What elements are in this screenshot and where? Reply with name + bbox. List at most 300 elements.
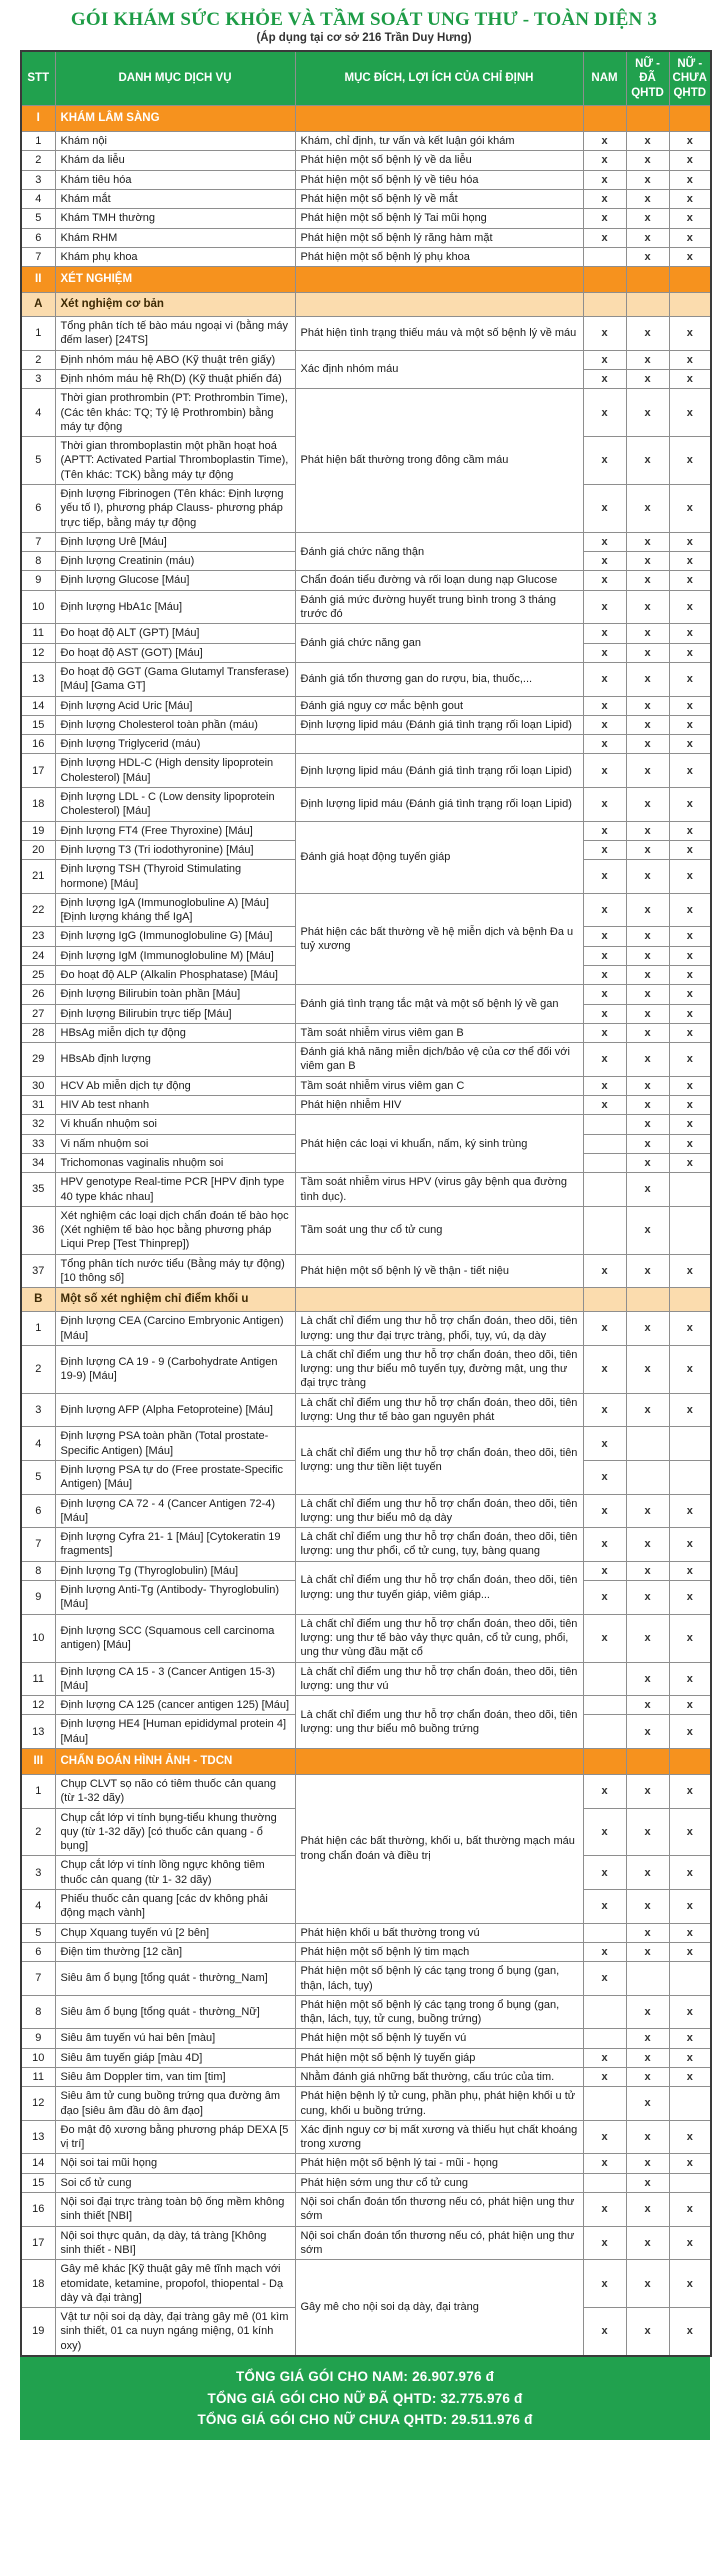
mark-cell: x xyxy=(669,132,711,151)
purpose-cell xyxy=(295,735,583,754)
stt-cell: 16 xyxy=(21,735,55,754)
table-row xyxy=(21,1995,711,2029)
purpose-cell: Là chất chỉ điểm ung thư hỗ trợ chẩn đoán, theo dõi, tiên lượng: ung thư vú xyxy=(295,1662,583,1696)
purpose-cell: Đánh giá mức đường huyết trung bình trong 3 tháng trước đó xyxy=(295,590,583,624)
stt-cell: 31 xyxy=(21,1096,55,1115)
stt-cell: 3 xyxy=(21,170,55,189)
stt-cell: 2 xyxy=(21,350,55,369)
mark-cell: x xyxy=(669,840,711,859)
mark-cell: x xyxy=(626,1393,669,1427)
table-row xyxy=(21,2193,711,2227)
mark-cell: x xyxy=(626,624,669,643)
mark-cell: x xyxy=(626,1662,669,1696)
service-cell: Đo hoạt độ AST (GOT) [Máu] xyxy=(55,643,295,662)
table-row xyxy=(21,1023,711,1042)
section-row xyxy=(21,1749,711,1775)
mark-cell: x xyxy=(626,1715,669,1749)
mark-cell: x xyxy=(626,893,669,927)
mark-cell: x xyxy=(626,1153,669,1172)
service-cell: Định lượng SCC (Squamous cell carcinoma antigen) [Máu] xyxy=(55,1614,295,1662)
mark-cell: x xyxy=(626,2067,669,2086)
mark-cell: x xyxy=(626,2193,669,2227)
service-cell: Định lượng LDL - C (Low density lipoprotein Cholesterol) [Máu] xyxy=(55,788,295,822)
mark-cell: x xyxy=(626,350,669,369)
purpose-cell: Là chất chỉ điểm ung thư hỗ trợ chẩn đoán, theo dõi, tiên lượng: ung thư tiền liệt tuyến xyxy=(295,1427,583,1494)
stt-cell: 7 xyxy=(21,247,55,266)
service-cell: Định lượng CA 72 - 4 (Cancer Antigen 72-4) [Máu] xyxy=(55,1494,295,1528)
purpose-cell xyxy=(295,1288,583,1312)
stt-cell: 7 xyxy=(21,1528,55,1562)
mark-cell: x xyxy=(626,1023,669,1042)
mark-cell: x xyxy=(626,1076,669,1095)
stt-cell: 4 xyxy=(21,1427,55,1461)
service-cell: Định lượng CA 15 - 3 (Cancer Antigen 15-3) [Máu] xyxy=(55,1662,295,1696)
mark-cell: x xyxy=(583,1614,626,1662)
mark-cell: x xyxy=(583,189,626,208)
mark-cell: x xyxy=(669,1096,711,1115)
stt-cell: 4 xyxy=(21,189,55,208)
mark-cell: x xyxy=(669,1312,711,1346)
mark-cell xyxy=(626,267,669,293)
stt-cell: 22 xyxy=(21,893,55,927)
stt-cell: 15 xyxy=(21,2173,55,2192)
mark-cell: x xyxy=(583,1890,626,1924)
service-cell: Định lượng TSH (Thyroid Stimulating hormone) [Máu] xyxy=(55,860,295,894)
purpose-cell: Là chất chỉ điểm ung thư hỗ trợ chẩn đoán, theo dõi, tiên lượng: ung thư tuyến giáp, viêm giáp... xyxy=(295,1561,583,1614)
mark-cell: x xyxy=(626,1581,669,1615)
purpose-cell: Phát hiện một số bệnh lý về tiêu hóa xyxy=(295,170,583,189)
stt-cell: 16 xyxy=(21,2193,55,2227)
mark-cell: x xyxy=(626,1696,669,1715)
mark-cell: x xyxy=(669,1581,711,1615)
stt-cell: 13 xyxy=(21,1715,55,1749)
mark-cell: x xyxy=(583,1312,626,1346)
table-row xyxy=(21,170,711,189)
table-row xyxy=(21,1173,711,1207)
mark-cell: x xyxy=(583,1427,626,1461)
table-row xyxy=(21,1312,711,1346)
table-row xyxy=(21,1528,711,1562)
purpose-cell: Là chất chỉ điểm ung thư hỗ trợ chẩn đoán, theo dõi, tiên lượng: ung thư tế bào vảy thực quản, cổ tử cung, phổi, ung thư vùng đầu mặt cổ xyxy=(295,1614,583,1662)
mark-cell: x xyxy=(626,754,669,788)
mark-cell: x xyxy=(626,151,669,170)
stt-cell: 8 xyxy=(21,1995,55,2029)
service-cell: Định nhóm máu hệ Rh(D) (Kỹ thuật phiến đá) xyxy=(55,369,295,388)
purpose-cell xyxy=(295,1749,583,1775)
table-header-row xyxy=(21,51,711,106)
purpose-cell: Phát hiện một số bệnh lý Tai mũi họng xyxy=(295,209,583,228)
mark-cell: x xyxy=(626,590,669,624)
stt-cell: 35 xyxy=(21,1173,55,1207)
mark-cell xyxy=(583,293,626,317)
service-cell: Định lượng Anti-Tg (Antibody- Thyroglobulin) [Máu] xyxy=(55,1581,295,1615)
mark-cell: x xyxy=(583,1774,626,1808)
mark-cell: x xyxy=(626,840,669,859)
mark-cell: x xyxy=(669,1115,711,1134)
service-cell: Định lượng AFP (Alpha Fetoproteine) [Máu] xyxy=(55,1393,295,1427)
mark-cell: x xyxy=(626,788,669,822)
mark-cell: x xyxy=(626,946,669,965)
mark-cell: x xyxy=(669,571,711,590)
mark-cell: x xyxy=(583,2067,626,2086)
mark-cell: x xyxy=(583,389,626,437)
purpose-cell: Phát hiện bất thường trong đông cầm máu xyxy=(295,389,583,533)
section-number-cell: II xyxy=(21,267,55,293)
mark-cell: x xyxy=(626,571,669,590)
mark-cell: x xyxy=(669,735,711,754)
stt-cell: 32 xyxy=(21,1115,55,1134)
mark-cell: x xyxy=(669,1561,711,1580)
mark-cell: x xyxy=(669,893,711,927)
stt-cell: 2 xyxy=(21,1345,55,1393)
stt-cell: 6 xyxy=(21,1494,55,1528)
mark-cell: x xyxy=(669,1890,711,1924)
mark-cell: x xyxy=(583,985,626,1004)
mark-cell: x xyxy=(626,2120,669,2154)
table-row xyxy=(21,1942,711,1961)
stt-cell: 12 xyxy=(21,643,55,662)
mark-cell: x xyxy=(583,1856,626,1890)
stt-cell: 3 xyxy=(21,1393,55,1427)
mark-cell: x xyxy=(669,209,711,228)
stt-cell: 10 xyxy=(21,2048,55,2067)
mark-cell: x xyxy=(626,552,669,571)
purpose-cell xyxy=(295,293,583,317)
mark-cell: x xyxy=(583,552,626,571)
service-cell: Siêu âm tử cung buồng trứng qua đường âm đạo [siêu âm đầu dò âm đạo] xyxy=(55,2087,295,2121)
service-cell: Khám mắt xyxy=(55,189,295,208)
mark-cell: x xyxy=(583,1494,626,1528)
mark-cell xyxy=(583,1749,626,1775)
service-cell: Gây mê khác [Kỹ thuật gây mê tĩnh mạch với etomidate, ketamine, propofol, thiopental - Dạ dày và đại tràng] xyxy=(55,2260,295,2308)
section-row xyxy=(21,106,711,132)
stt-cell: 18 xyxy=(21,788,55,822)
mark-cell: x xyxy=(669,437,711,485)
mark-cell xyxy=(583,2029,626,2048)
total-price-nu-chua-qhtd: TỔNG GIÁ GÓI CHO NỮ CHƯA QHTD: 29.511.976 đ xyxy=(197,2412,533,2428)
purpose-cell: Phát hiện sớm ung thư cổ tử cung xyxy=(295,2173,583,2192)
mark-cell: x xyxy=(583,840,626,859)
stt-cell: 15 xyxy=(21,715,55,734)
service-cell: Định lượng T3 (Tri iodothyronine) [Máu] xyxy=(55,840,295,859)
mark-cell: x xyxy=(626,247,669,266)
stt-cell: 36 xyxy=(21,1206,55,1254)
table-row xyxy=(21,1393,711,1427)
purpose-cell: Tầm soát nhiễm virus HPV (virus gây bệnh qua đường tình dục). xyxy=(295,1173,583,1207)
service-cell: Phiếu thuốc cản quang [các dv không phải động mạch vành] xyxy=(55,1890,295,1924)
purpose-cell: Là chất chỉ điểm ung thư hỗ trợ chẩn đoán, theo dõi, tiên lượng: ung thư biểu mô tuyến tụy, đường mật, ung thư đại trực tràng xyxy=(295,1345,583,1393)
mark-cell: x xyxy=(626,437,669,485)
mark-cell: x xyxy=(583,1096,626,1115)
mark-cell: x xyxy=(626,1774,669,1808)
service-cell: Siêu âm tuyến vú hai bên [màu] xyxy=(55,2029,295,2048)
mark-cell: x xyxy=(583,1076,626,1095)
col-header-service: DANH MỤC DỊCH VỤ xyxy=(55,51,295,106)
mark-cell: x xyxy=(669,1345,711,1393)
mark-cell: x xyxy=(583,132,626,151)
service-cell: HBsAg miễn dịch tự động xyxy=(55,1023,295,1042)
table-row xyxy=(21,1254,711,1288)
service-cell: Đo hoạt độ GGT (Gama Glutamyl Transferase) [Máu] [Gama GT] xyxy=(55,662,295,696)
purpose-cell: Phát hiện tình trạng thiếu máu và một số bệnh lý về máu xyxy=(295,317,583,351)
purpose-cell: Định lượng lipid máu (Đánh giá tình trạng rối loạn Lipid) xyxy=(295,788,583,822)
purpose-cell: Gây mê cho nội soi dạ dày, đại tràng xyxy=(295,2260,583,2356)
table-row xyxy=(21,2029,711,2048)
stt-cell: 11 xyxy=(21,624,55,643)
mark-cell: x xyxy=(669,532,711,551)
col-header-stt: STT xyxy=(21,51,55,106)
mark-cell xyxy=(669,1288,711,1312)
table-row xyxy=(21,2260,711,2308)
mark-cell xyxy=(583,1153,626,1172)
mark-cell xyxy=(626,1288,669,1312)
service-cell: Chụp cắt lớp vi tính bụng-tiểu khung thường quy (từ 1-32 dãy) [có thuốc cản quang - ổ bụng] xyxy=(55,1808,295,1856)
service-cell: Định lượng Acid Uric [Máu] xyxy=(55,696,295,715)
mark-cell: x xyxy=(626,1254,669,1288)
mark-cell: x xyxy=(669,1662,711,1696)
purpose-cell: Phát hiện các loại vi khuẩn, nấm, ký sinh trùng xyxy=(295,1115,583,1173)
mark-cell xyxy=(583,1696,626,1715)
table-row xyxy=(21,209,711,228)
stt-cell: 11 xyxy=(21,2067,55,2086)
table-row xyxy=(21,1962,711,1996)
purpose-cell: Phát hiện một số bệnh lý các tạng trong ổ bụng (gan, thận, lách, tụy, tử cung, buồng trứng) xyxy=(295,1995,583,2029)
total-price-nu-da-qhtd: TỔNG GIÁ GÓI CHO NỮ ĐÃ QHTD: 32.775.976 đ xyxy=(207,2390,523,2406)
service-cell: Nội soi đại trực tràng toàn bộ ống mềm không sinh thiết [NBI] xyxy=(55,2193,295,2227)
table-row xyxy=(21,2087,711,2121)
service-cell: Chụp CLVT sọ não có tiêm thuốc cản quang (từ 1-32 dãy) xyxy=(55,1774,295,1808)
table-row xyxy=(21,247,711,266)
col-header-nu-da-qhtd: NỮ - ĐÃ QHTD xyxy=(626,51,669,106)
purpose-cell: Phát hiện các bất thường về hệ miễn dịch và bệnh Đa u tuỷ xương xyxy=(295,893,583,984)
mark-cell: x xyxy=(669,189,711,208)
mark-cell: x xyxy=(626,2173,669,2192)
table-row xyxy=(21,189,711,208)
purpose-cell: Phát hiện một số bệnh lý về mắt xyxy=(295,189,583,208)
mark-cell: x xyxy=(669,1023,711,1042)
mark-cell: x xyxy=(583,788,626,822)
stt-cell: 1 xyxy=(21,1774,55,1808)
purpose-cell: Nội soi chẩn đoán tổn thương nếu có, phát hiện ung thư sớm xyxy=(295,2226,583,2260)
service-cell: Thời gian prothrombin (PT: Prothrombin Time), (Các tên khác: TQ; Tỷ lệ Prothrombin) bằng máy tự động xyxy=(55,389,295,437)
purpose-cell: Là chất chỉ điểm ung thư hỗ trợ chẩn đoán, theo dõi, tiên lượng: ung thư biểu mô dạ dày xyxy=(295,1494,583,1528)
mark-cell: x xyxy=(583,2260,626,2308)
total-price-nam: TỔNG GIÁ GÓI CHO NAM: 26.907.976 đ xyxy=(235,2369,495,2385)
service-cell: HPV genotype Real-time PCR [HPV định type 40 type khác nhau] xyxy=(55,1173,295,1207)
stt-cell: 1 xyxy=(21,317,55,351)
purpose-cell: Tầm soát nhiễm virus viêm gan C xyxy=(295,1076,583,1095)
table-row xyxy=(21,350,711,369)
table-row xyxy=(21,1043,711,1077)
mark-cell xyxy=(583,1288,626,1312)
mark-cell: x xyxy=(669,1808,711,1856)
mark-cell: x xyxy=(669,247,711,266)
mark-cell: x xyxy=(626,170,669,189)
mark-cell: x xyxy=(669,1942,711,1961)
mark-cell: x xyxy=(669,1153,711,1172)
mark-cell: x xyxy=(583,893,626,927)
section-number-cell: B xyxy=(21,1288,55,1312)
table-row xyxy=(21,788,711,822)
service-cell: Thời gian thromboplastin một phần hoạt hoá (APTT: Activated Partial Thromboplastin Time), (Tên khác: TCK) bằng máy tự động xyxy=(55,437,295,485)
purpose-cell: Khám, chỉ định, tư vấn và kết luận gói khám xyxy=(295,132,583,151)
mark-cell xyxy=(669,2087,711,2121)
table-row xyxy=(21,893,711,927)
mark-cell xyxy=(583,2087,626,2121)
table-row xyxy=(21,1774,711,1808)
stt-cell: 29 xyxy=(21,1043,55,1077)
mark-cell: x xyxy=(626,1096,669,1115)
mark-cell xyxy=(583,1173,626,1207)
stt-cell: 2 xyxy=(21,1808,55,1856)
purpose-cell: Phát hiện một số bệnh lý răng hàm mặt xyxy=(295,228,583,247)
service-cell: Tổng phân tích nước tiểu (Bằng máy tự động) [10 thông số] xyxy=(55,1254,295,1288)
mark-cell: x xyxy=(669,2226,711,2260)
table-row xyxy=(21,151,711,170)
mark-cell: x xyxy=(669,1494,711,1528)
mark-cell: x xyxy=(626,1923,669,1942)
mark-cell: x xyxy=(583,532,626,551)
mark-cell: x xyxy=(583,696,626,715)
mark-cell xyxy=(583,2173,626,2192)
purpose-cell: Tầm soát nhiễm virus viêm gan B xyxy=(295,1023,583,1042)
mark-cell: x xyxy=(669,715,711,734)
mark-cell: x xyxy=(669,1393,711,1427)
service-cell: Siêu âm ổ bụng [tổng quát - thường_Nam] xyxy=(55,1962,295,1996)
service-cell: Khám TMH thường xyxy=(55,209,295,228)
purpose-cell: Tầm soát ung thư cổ tử cung xyxy=(295,1206,583,1254)
mark-cell xyxy=(583,267,626,293)
service-cell: HIV Ab test nhanh xyxy=(55,1096,295,1115)
mark-cell: x xyxy=(669,389,711,437)
service-cell: Đo hoạt độ ALT (GPT) [Máu] xyxy=(55,624,295,643)
service-cell: Vi nấm nhuộm soi xyxy=(55,1134,295,1153)
section-row xyxy=(21,267,711,293)
table-row xyxy=(21,1662,711,1696)
mark-cell: x xyxy=(626,966,669,985)
section-label-cell: CHẨN ĐOÁN HÌNH ẢNH - TDCN xyxy=(55,1749,295,1775)
table-row xyxy=(21,590,711,624)
purpose-cell: Đánh giá chức năng gan xyxy=(295,624,583,663)
mark-cell xyxy=(583,106,626,132)
service-cell: Đo hoạt độ ALP (Alkalin Phosphatase) [Máu] xyxy=(55,966,295,985)
stt-cell: 33 xyxy=(21,1134,55,1153)
stt-cell: 20 xyxy=(21,840,55,859)
mark-cell: x xyxy=(669,1614,711,1662)
mark-cell: x xyxy=(583,2154,626,2173)
mark-cell: x xyxy=(669,2260,711,2308)
service-cell: Khám da liễu xyxy=(55,151,295,170)
mark-cell: x xyxy=(583,1561,626,1580)
page-subtitle: (Áp dụng tại cơ sở 216 Trần Duy Hưng) xyxy=(256,32,472,44)
mark-cell: x xyxy=(626,2154,669,2173)
mark-cell: x xyxy=(583,2308,626,2356)
service-cell: Nội soi thực quản, dạ dày, tá tràng [Không sinh thiết - NBI] xyxy=(55,2226,295,2260)
table-row xyxy=(21,1923,711,1942)
service-cell: Định lượng Creatinin (máu) xyxy=(55,552,295,571)
service-cell: Định lượng PSA tự do (Free prostate-Specific Antigen) [Máu] xyxy=(55,1460,295,1494)
service-cell: Xét nghiệm các loại dịch chẩn đoán tế bào học (Xét nghiệm tế bào học bằng phương pháp Liqui Prep [Test Thinprep]) xyxy=(55,1206,295,1254)
service-cell: Tổng phân tích tế bào máu ngoại vi (bằng máy đếm laser) [24TS] xyxy=(55,317,295,351)
mark-cell: x xyxy=(626,484,669,532)
mark-cell xyxy=(669,267,711,293)
mark-cell: x xyxy=(583,643,626,662)
col-header-purpose: MỤC ĐÍCH, LỢI ÍCH CỦA CHỈ ĐỊNH xyxy=(295,51,583,106)
service-cell: Định lượng Cholesterol toàn phần (máu) xyxy=(55,715,295,734)
table-row xyxy=(21,696,711,715)
mark-cell: x xyxy=(626,1043,669,1077)
mark-cell: x xyxy=(626,1614,669,1662)
mark-cell: x xyxy=(669,624,711,643)
mark-cell xyxy=(626,106,669,132)
table-row xyxy=(21,1561,711,1580)
table-row xyxy=(21,1696,711,1715)
stt-cell: 13 xyxy=(21,2120,55,2154)
mark-cell: x xyxy=(626,1173,669,1207)
mark-cell: x xyxy=(626,1856,669,1890)
mark-cell: x xyxy=(669,317,711,351)
table-row xyxy=(21,1614,711,1662)
purpose-cell: Đánh giá hoạt động tuyến giáp xyxy=(295,821,583,893)
mark-cell: x xyxy=(669,484,711,532)
stt-cell: 26 xyxy=(21,985,55,1004)
service-cell: Định lượng CA 19 - 9 (Carbohydrate Antigen 19-9) [Máu] xyxy=(55,1345,295,1393)
mark-cell: x xyxy=(669,151,711,170)
section-number-cell: A xyxy=(21,293,55,317)
mark-cell: x xyxy=(669,1076,711,1095)
purpose-cell: Đánh giá khả năng miễn dịch/bảo vệ của cơ thể đối với viêm gan B xyxy=(295,1043,583,1077)
stt-cell: 3 xyxy=(21,369,55,388)
service-cell: Chụp cắt lớp vi tính lồng ngực không tiêm thuốc cản quang (từ 1- 32 dãy) xyxy=(55,1856,295,1890)
mark-cell: x xyxy=(626,1134,669,1153)
mark-cell: x xyxy=(669,2067,711,2086)
service-cell: Nội soi tai mũi họng xyxy=(55,2154,295,2173)
mark-cell: x xyxy=(669,1923,711,1942)
purpose-cell: Phát hiện một số bệnh lý phụ khoa xyxy=(295,247,583,266)
purpose-cell: Xác định nguy cơ bị mất xương và thiếu hụt chất khoáng trong xương xyxy=(295,2120,583,2154)
service-cell: Định lượng FT4 (Free Thyroxine) [Máu] xyxy=(55,821,295,840)
service-cell: Định lượng Bilirubin toàn phần [Máu] xyxy=(55,985,295,1004)
mark-cell: x xyxy=(583,735,626,754)
mark-cell: x xyxy=(626,662,669,696)
stt-cell: 5 xyxy=(21,1460,55,1494)
stt-cell: 8 xyxy=(21,552,55,571)
service-cell: Điện tim thường [12 cần] xyxy=(55,1942,295,1961)
service-cell: Định lượng Tg (Thyroglobulin) [Máu] xyxy=(55,1561,295,1580)
mark-cell xyxy=(626,1460,669,1494)
purpose-cell: Phát hiện khối u bất thường trong vú xyxy=(295,1923,583,1942)
mark-cell xyxy=(583,247,626,266)
purpose-cell: Đánh giá chức năng thận xyxy=(295,532,583,571)
service-cell: Định nhóm máu hệ ABO (Kỹ thuật trên giấy) xyxy=(55,350,295,369)
stt-cell: 23 xyxy=(21,927,55,946)
mark-cell: x xyxy=(626,2087,669,2121)
table-row xyxy=(21,1115,711,1134)
mark-cell: x xyxy=(669,985,711,1004)
service-cell: Định lượng Cyfra 21- 1 [Máu] [Cytokeratin 19 fragments] xyxy=(55,1528,295,1562)
purpose-cell: Là chất chỉ điểm ung thư hỗ trợ chẩn đoán, theo dõi, tiên lượng: ung thư biểu mô buồng trứng xyxy=(295,1696,583,1749)
mark-cell: x xyxy=(583,1942,626,1961)
service-cell: Siêu âm ổ bụng [tổng quát - thường_Nữ] xyxy=(55,1995,295,2029)
mark-cell: x xyxy=(583,754,626,788)
service-cell: HCV Ab miễn dịch tự động xyxy=(55,1076,295,1095)
service-cell: Định lượng IgG (Immunoglobuline G) [Máu] xyxy=(55,927,295,946)
stt-cell: 5 xyxy=(21,1923,55,1942)
table-row xyxy=(21,228,711,247)
mark-cell: x xyxy=(626,696,669,715)
mark-cell: x xyxy=(626,317,669,351)
purpose-cell: Chẩn đoán tiểu đường và rối loạn dung nạp Glucose xyxy=(295,571,583,590)
